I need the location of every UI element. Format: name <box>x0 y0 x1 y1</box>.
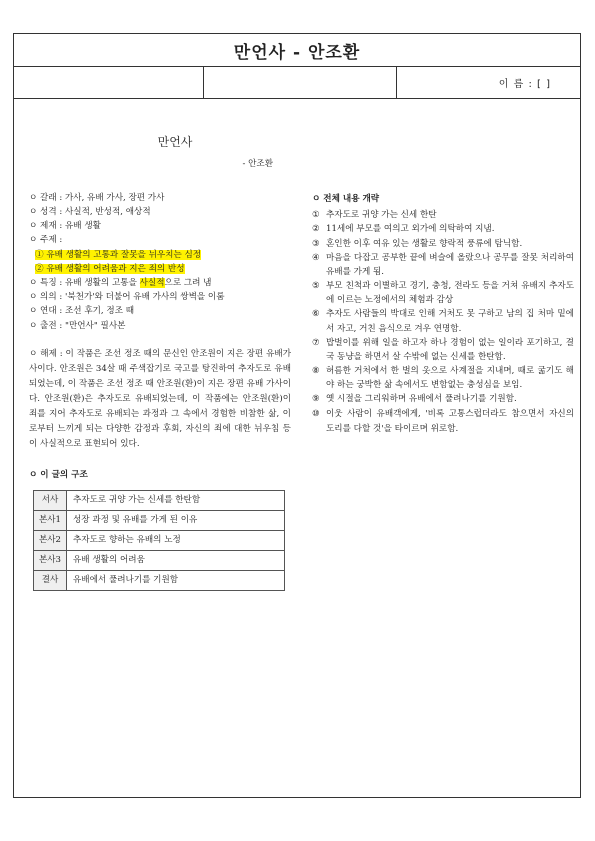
item-text: 마음을 다잡고 공부한 끝에 벼슬에 올랐으나 공무를 잘못 처리하여 유배를 가게 됨. <box>326 252 574 277</box>
structure-part: 본사1 <box>34 511 67 531</box>
item-text: 옛 시절을 그리워하며 유배에서 풀려나기를 기원함. <box>326 394 517 405</box>
theme-highlight-2: ② 유배 생활의 어려움과 지은 죄의 반성 <box>35 263 185 274</box>
info-row <box>14 67 580 99</box>
list-item <box>312 307 574 335</box>
structure-table <box>33 490 285 591</box>
list-item <box>312 208 574 222</box>
info-cell-blank-1 <box>14 67 204 98</box>
feature-suffix: 으로 그려 냄 <box>164 278 212 288</box>
theme-item-1 <box>29 248 291 262</box>
theme-highlight-1: ① 유배 생활의 고통과 잘못을 뉘우치는 심정 <box>35 249 202 260</box>
page-title: 만언사 - 안조환 <box>14 34 580 67</box>
item-number: ⑧ <box>312 366 320 377</box>
list-item <box>312 279 574 307</box>
name-label: 이 름 : [ ] <box>498 79 550 90</box>
fact-subject: ㅇ 제재 : 유배 생활 <box>29 221 101 232</box>
fact-period: ㅇ 연대 : 조선 후기, 정조 때 <box>29 306 135 317</box>
name-field[interactable] <box>397 67 580 98</box>
structure-part: 본사3 <box>34 551 67 571</box>
list-item <box>312 392 574 406</box>
structure-part: 본사2 <box>34 531 67 551</box>
table-row <box>34 551 285 571</box>
fact-genre: ㅇ 갈래 : 가사, 유배 가사, 장편 가사 <box>29 192 165 203</box>
right-column <box>312 192 574 437</box>
list-item <box>312 222 574 236</box>
structure-desc: 유배에서 풀려나기를 기원함 <box>67 571 285 591</box>
list-item <box>312 237 574 251</box>
fact-significance: ㅇ 의의 : '북천가'와 더불어 유배 가사의 쌍벽을 이룸 <box>29 292 225 303</box>
content-heading: ㅇ 전체 내용 개략 <box>312 194 380 204</box>
list-item <box>312 364 574 392</box>
item-number: ② <box>312 224 320 235</box>
list-item <box>312 336 574 364</box>
poem-title: 만언사 <box>157 135 193 149</box>
structure-desc: 성장 과정 및 유배를 가게 된 이유 <box>67 511 285 531</box>
item-text: 11세에 부모를 여의고 외가에 의탁하여 지냄. <box>326 224 495 235</box>
explanation-paragraph: ㅇ 해제 : 이 작품은 조선 정조 때의 문신인 안조원이 지은 장편 유배가사이다. 안조원은 34살 때 주색잡기로 국고를 탕진하여 추자도로 유배되었는데, 이 작품은 조선 정조 때 안조원(환)이 지은 장편 유배 가사이다. 안조원(환)은 추자도로 유배되었는데, 이 작품에는 안조원(환)이 죄를 지어 추자도로 유배되는 과정과 그 속에서 경험한 비참한 삶, 이로부터 느끼게 되는 다양한 감정과 후회, 자신의 죄에 대한 뉘우침 등이 사실적으로 표현되어 있다. <box>29 348 291 449</box>
poem-author: - 안조환 <box>242 158 273 169</box>
feature-highlight: 사실적 <box>139 278 165 288</box>
item-text: 혼인한 이후 여유 있는 생활로 향락적 풍류에 탐닉함. <box>326 238 523 249</box>
left-column <box>29 129 291 591</box>
item-number: ⑤ <box>312 281 320 292</box>
structure-desc: 추자도로 귀양 가는 신세를 한탄함 <box>67 491 285 511</box>
feature-prefix: ㅇ 특징 : 유배 생활의 고통을 <box>29 278 140 288</box>
list-item <box>312 407 574 437</box>
structure-desc: 유배 생활의 어려움 <box>67 551 285 571</box>
item-number: ⑦ <box>312 337 320 348</box>
fact-feature <box>29 276 291 290</box>
structure-part: 서사 <box>34 491 67 511</box>
item-text: 추자도로 귀양 가는 신세 한탄 <box>326 210 437 221</box>
structure-desc: 추자도로 향하는 유배의 노정 <box>67 531 285 551</box>
table-row <box>34 571 285 591</box>
item-text: 밥벌이를 위해 일을 하고자 하나 경험이 없는 일이라 포기하고, 결국 동냥을 하면서 살 수밖에 없는 신세를 한탄함. <box>326 337 574 362</box>
theme-item-2 <box>29 262 291 276</box>
item-number: ④ <box>312 252 320 263</box>
list-item <box>312 251 574 279</box>
info-cell-blank-2 <box>204 67 397 98</box>
table-row <box>34 491 285 511</box>
table-row <box>34 511 285 531</box>
item-number: ① <box>312 210 320 221</box>
item-number: ⑨ <box>312 394 320 405</box>
item-text: 이웃 사람이 유배객에게, '비록 고통스럽더라도 참으면서 자신의 도리를 다할 것'을 타이르며 위로함. <box>326 408 574 434</box>
item-number: ⑩ <box>312 408 320 419</box>
item-text: 추자도 사람들의 박대로 인해 거처도 못 구하고 남의 집 처마 밑에서 자고, 거친 음식으로 겨우 연명함. <box>326 309 574 334</box>
fact-source: ㅇ 출전 : "만언사" 필사본 <box>29 320 126 331</box>
fact-character: ㅇ 성격 : 사실적, 반성적, 애상적 <box>29 207 151 218</box>
table-row <box>34 531 285 551</box>
worksheet <box>13 33 581 798</box>
item-text: 허름한 거처에서 한 벌의 옷으로 사계절을 지내며, 때로 굶기도 해야 하는 궁박한 삶 속에서도 변함없는 충성심을 보임. <box>326 366 574 391</box>
item-number: ⑥ <box>312 309 320 320</box>
item-number: ③ <box>312 238 320 249</box>
fact-theme: ㅇ 주제 : <box>29 235 63 246</box>
structure-heading: ㅇ 이 글의 구조 <box>29 469 88 480</box>
item-text: 부모 친척과 이별하고 경기, 충청, 전라도 등을 거쳐 유배지 추자도에 이르는 노정에서의 체험과 감상 <box>326 281 574 306</box>
structure-part: 결사 <box>34 571 67 591</box>
